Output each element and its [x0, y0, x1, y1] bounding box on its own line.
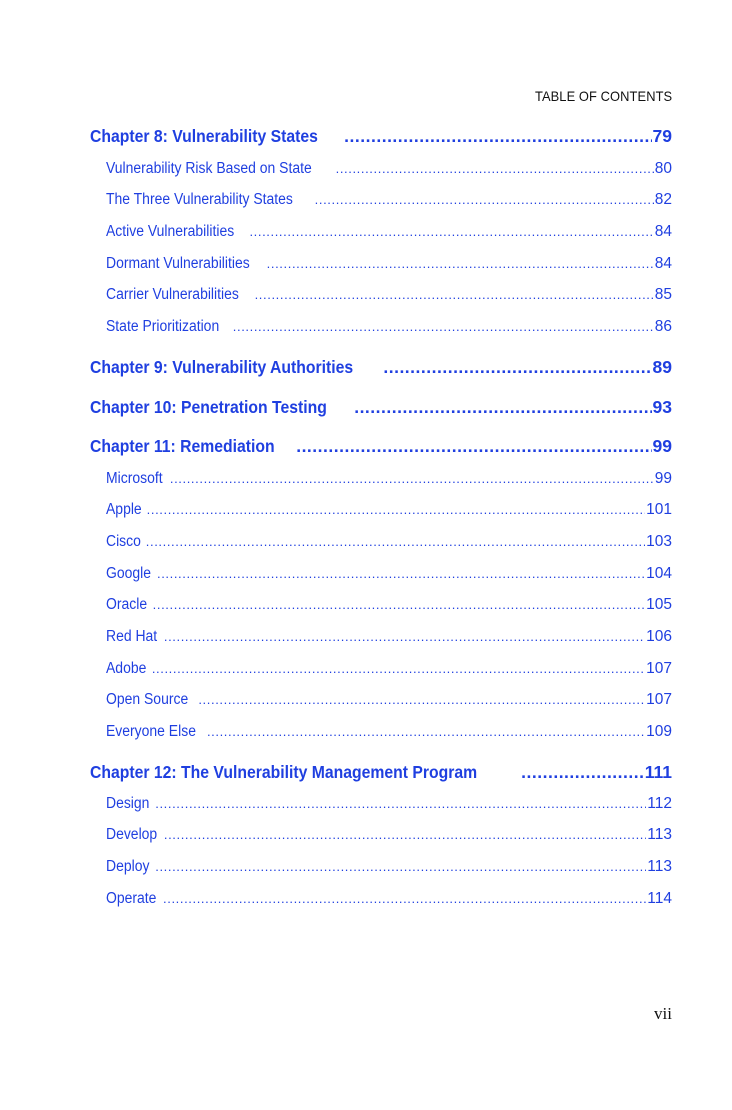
toc-entry-page: 93 [652, 397, 672, 417]
toc-section-adobe[interactable] [106, 660, 672, 678]
dot-leader [170, 471, 654, 486]
toc-entry-title: Carrier Vulnerabilities [106, 286, 239, 303]
toc-entry-page: 99 [654, 470, 672, 487]
toc-entry-page: 106 [646, 628, 672, 645]
toc-entry-page: 104 [646, 565, 672, 582]
toc-section-operate[interactable] [106, 890, 672, 908]
toc-entry-title: Open Source [106, 691, 189, 708]
toc-entry-page: 109 [646, 723, 672, 740]
toc-entry-title: Chapter 11: Remediation [90, 436, 275, 456]
toc-entry-title: State Prioritization [106, 318, 220, 335]
toc-entry-title: Chapter 12: The Vulnerability Management Program [90, 762, 478, 782]
toc-entry-title: Everyone Else [106, 723, 196, 740]
dot-leader [146, 534, 645, 549]
dot-leader [155, 796, 646, 811]
toc-section-everyone-else[interactable] [106, 723, 672, 741]
toc-entry-page: 103 [646, 533, 672, 550]
toc-entry-title: Oracle [106, 596, 148, 613]
dot-leader [354, 397, 651, 418]
toc-section-cisco[interactable] [106, 533, 672, 551]
toc-entry-page: 113 [647, 826, 672, 843]
toc-entry-page: 84 [654, 223, 672, 240]
toc-entry-title: Dormant Vulnerabilities [106, 255, 250, 272]
toc-section-deploy[interactable] [106, 858, 672, 876]
toc-chapter-9[interactable] [90, 357, 672, 378]
toc-section-active[interactable] [106, 223, 672, 241]
toc-entry-page: 80 [654, 160, 672, 177]
toc-entry-page: 86 [654, 318, 672, 335]
toc-entry-title: Chapter 10: Penetration Testing [90, 397, 327, 417]
dot-leader [198, 692, 645, 707]
dot-leader [521, 762, 644, 783]
toc-section-google[interactable] [106, 565, 672, 583]
toc-entry-title: Develop [106, 826, 158, 843]
toc-section-red-hat[interactable] [106, 628, 672, 646]
dot-leader [267, 256, 654, 271]
toc-entry-title: Red Hat [106, 628, 158, 645]
toc-entry-title: Chapter 8: Vulnerability States [90, 126, 318, 146]
toc-section-vulnerability-risk[interactable] [106, 160, 672, 178]
toc-entry-title: Adobe [106, 660, 147, 677]
dot-leader [207, 724, 645, 739]
dot-leader [336, 161, 654, 176]
running-header: TABLE OF CONTENTS [534, 88, 672, 104]
dot-leader [164, 827, 646, 842]
toc-section-develop[interactable] [106, 826, 672, 844]
toc-section-apple[interactable] [106, 501, 672, 519]
dot-leader [147, 502, 645, 517]
dot-leader [233, 319, 654, 334]
toc-section-dormant[interactable] [106, 255, 672, 273]
toc-entry-page: 111 [644, 762, 672, 782]
dot-leader [344, 126, 651, 147]
toc-entry-page: 101 [646, 501, 672, 518]
toc-chapter-10[interactable] [90, 397, 672, 418]
toc-entry-title: Chapter 9: Vulnerability Authorities [90, 357, 354, 377]
dot-leader [164, 629, 645, 644]
toc-section-oracle[interactable] [106, 596, 672, 614]
toc-section-microsoft[interactable] [106, 470, 672, 488]
dot-leader [152, 661, 645, 676]
toc-section-carrier[interactable] [106, 286, 672, 304]
toc-entry-title: Vulnerability Risk Based on State [106, 160, 312, 177]
toc-entry-page: 99 [652, 436, 672, 456]
toc-entry-title: Deploy [106, 858, 150, 875]
toc-entry-title: Apple [106, 501, 142, 518]
toc-section-three-states[interactable] [106, 191, 672, 209]
toc-entry-title: Google [106, 565, 151, 582]
toc-entry-title: Active Vulnerabilities [106, 223, 235, 240]
dot-leader [163, 891, 646, 906]
toc-entry-page: 107 [646, 691, 672, 708]
page-number: vii [654, 1004, 672, 1023]
dot-leader [157, 566, 645, 581]
toc-entry-page: 113 [647, 858, 672, 875]
toc-section-design[interactable] [106, 795, 672, 813]
toc-entry-page: 89 [652, 357, 672, 377]
toc-entry-page: 107 [646, 660, 672, 677]
toc-entry-title: Cisco [106, 533, 141, 550]
toc-entry-title: Operate [106, 890, 157, 907]
toc-entry-page: 105 [646, 596, 672, 613]
toc-chapter-8[interactable] [90, 126, 672, 147]
toc-section-open-source[interactable] [106, 691, 672, 709]
toc-entry-title: Design [106, 795, 150, 812]
toc-entry-page: 112 [647, 795, 672, 812]
dot-leader [153, 597, 645, 612]
toc-section-state-prioritization[interactable] [106, 318, 672, 336]
toc-chapter-11[interactable] [90, 436, 672, 457]
toc-entry-title: Microsoft [106, 470, 163, 487]
dot-leader [249, 224, 653, 239]
dot-leader [315, 192, 654, 207]
toc-entry-page: 84 [654, 255, 672, 272]
dot-leader [255, 287, 654, 302]
toc-entry-page: 85 [654, 286, 672, 303]
dot-leader [155, 859, 646, 874]
dot-leader [383, 357, 651, 378]
toc-entry-title: The Three Vulnerability States [106, 191, 293, 208]
toc-entry-page: 82 [654, 191, 672, 208]
toc-entry-page: 114 [647, 890, 672, 907]
toc-entry-page: 79 [652, 126, 672, 146]
toc-chapter-12[interactable] [90, 762, 672, 783]
dot-leader [296, 436, 651, 457]
